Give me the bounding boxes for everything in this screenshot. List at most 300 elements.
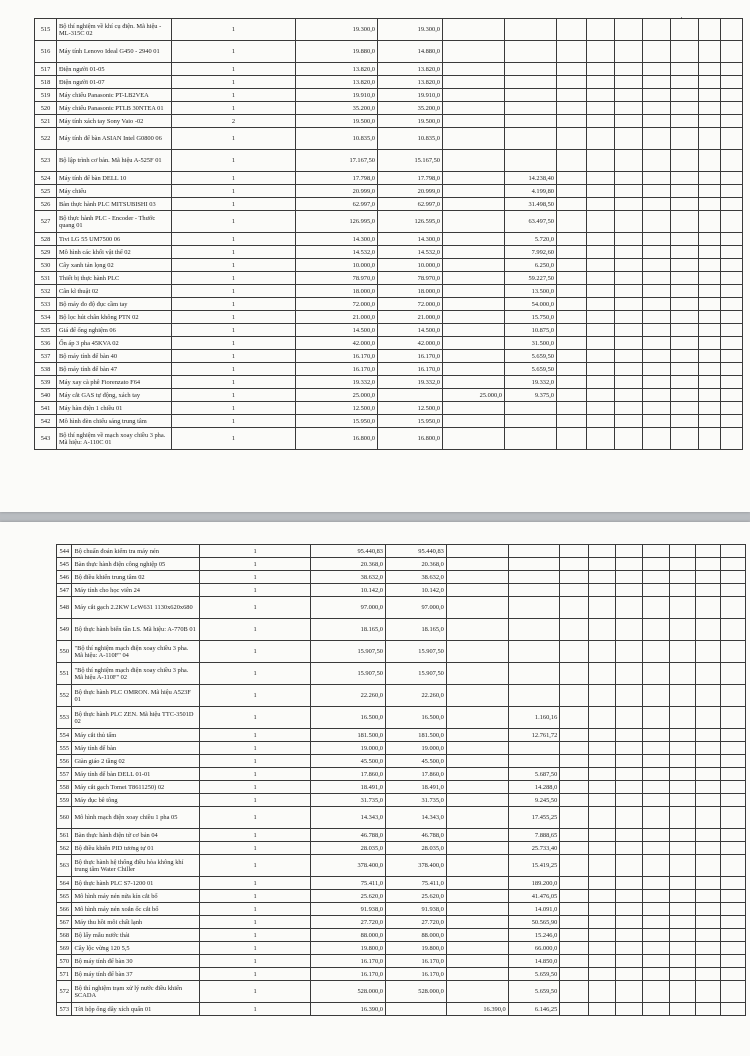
empty-cell xyxy=(642,794,669,807)
value-source-2-cell xyxy=(443,89,505,102)
row-number-cell: 554 xyxy=(57,729,72,742)
empty-cell xyxy=(615,389,643,402)
row-number-cell: 550 xyxy=(57,641,72,663)
empty-cell xyxy=(615,890,642,903)
empty-cell xyxy=(557,185,587,198)
original-value-cell: 16.390,0 xyxy=(310,1003,385,1016)
table-row xyxy=(57,685,746,707)
empty-cell xyxy=(589,890,616,903)
empty-cell xyxy=(642,768,669,781)
value-source-1-cell: 15.907,50 xyxy=(386,641,447,663)
value-source-1-cell: 91.938,0 xyxy=(386,903,447,916)
empty-cell xyxy=(560,903,589,916)
asset-name-cell: Bộ lấy mẫu nước thải xyxy=(72,929,200,942)
empty-cell xyxy=(721,571,746,584)
value-source-2-cell xyxy=(443,41,505,63)
row-number-cell: 539 xyxy=(35,376,57,389)
empty-cell xyxy=(643,350,671,363)
asset-name-cell: Máy chiếu xyxy=(57,185,172,198)
value-source-2-cell xyxy=(446,842,508,855)
remaining-value-cell: 66.000,0 xyxy=(508,942,560,955)
empty-cell xyxy=(671,376,699,389)
empty-cell xyxy=(615,584,642,597)
empty-cell xyxy=(615,298,643,311)
empty-cell xyxy=(669,545,696,558)
empty-cell xyxy=(696,968,721,981)
table-row xyxy=(57,571,746,584)
value-source-1-cell: 19.800,0 xyxy=(386,942,447,955)
row-number-cell: 543 xyxy=(35,428,57,450)
row-number-cell: 557 xyxy=(57,768,72,781)
empty-cell xyxy=(721,41,743,63)
empty-cell xyxy=(699,272,721,285)
empty-cell xyxy=(671,259,699,272)
empty-cell xyxy=(560,781,589,794)
empty-cell xyxy=(560,807,589,829)
asset-name-cell: Máy xay cà phê Fiorenzato F64 xyxy=(57,376,172,389)
value-source-2-cell xyxy=(446,558,508,571)
remaining-value-cell xyxy=(508,742,560,755)
value-source-2-cell xyxy=(446,916,508,929)
row-number-cell: 517 xyxy=(35,63,57,76)
empty-cell xyxy=(671,128,699,150)
empty-cell xyxy=(721,855,746,877)
empty-cell xyxy=(615,942,642,955)
empty-cell xyxy=(696,768,721,781)
value-source-1-cell: 16.170,0 xyxy=(386,968,447,981)
empty-cell xyxy=(560,877,589,890)
asset-name-cell: Tivi LG 55 UM7500 06 xyxy=(57,233,172,246)
empty-cell xyxy=(615,115,643,128)
value-source-1-cell: 19.332,0 xyxy=(378,376,443,389)
quantity-cell: 1 xyxy=(200,742,310,755)
row-number-cell: 525 xyxy=(35,185,57,198)
remaining-value-cell xyxy=(505,19,557,41)
table-row xyxy=(35,376,743,389)
empty-cell xyxy=(643,285,671,298)
quantity-cell: 1 xyxy=(200,641,310,663)
value-source-2-cell xyxy=(446,584,508,597)
empty-cell xyxy=(557,389,587,402)
empty-cell xyxy=(721,350,743,363)
empty-cell xyxy=(615,955,642,968)
quantity-cell: 1 xyxy=(200,903,310,916)
remaining-value-cell: 12.761,72 xyxy=(508,729,560,742)
empty-cell xyxy=(721,389,743,402)
empty-cell xyxy=(696,685,721,707)
asset-name-cell: Máy chiếu Panasonic PTLB 30NTEA 01 xyxy=(57,102,172,115)
row-number-cell: 564 xyxy=(57,877,72,890)
empty-cell xyxy=(696,597,721,619)
empty-cell xyxy=(589,1003,616,1016)
asset-name-cell: Bộ máy tính để bàn 40 xyxy=(57,350,172,363)
empty-cell xyxy=(669,584,696,597)
remaining-value-cell xyxy=(505,102,557,115)
table-row xyxy=(35,415,743,428)
original-value-cell: 528.000,0 xyxy=(310,981,385,1003)
empty-cell xyxy=(721,903,746,916)
original-value-cell: 16.800,0 xyxy=(296,428,378,450)
empty-cell xyxy=(669,955,696,968)
value-source-1-cell: 78.970,0 xyxy=(378,272,443,285)
original-value-cell: 16.170,0 xyxy=(310,955,385,968)
original-value-cell: 19.800,0 xyxy=(310,942,385,955)
value-source-1-cell: 22.260,0 xyxy=(386,685,447,707)
asset-table-page-1 xyxy=(34,18,743,450)
empty-cell xyxy=(557,402,587,415)
empty-cell xyxy=(560,685,589,707)
remaining-value-cell: 14.850,0 xyxy=(508,955,560,968)
empty-cell xyxy=(699,185,721,198)
remaining-value-cell: 15.750,0 xyxy=(505,311,557,324)
row-number-cell: 527 xyxy=(35,211,57,233)
value-source-1-cell: 31.735,0 xyxy=(386,794,447,807)
empty-cell xyxy=(615,742,642,755)
remaining-value-cell xyxy=(508,755,560,768)
empty-cell xyxy=(587,172,615,185)
original-value-cell: 15.950,0 xyxy=(296,415,378,428)
remaining-value-cell: 5.659,50 xyxy=(505,350,557,363)
empty-cell xyxy=(615,877,642,890)
original-value-cell: 25.620,0 xyxy=(310,890,385,903)
empty-cell xyxy=(589,584,616,597)
original-value-cell: 10.142,0 xyxy=(310,584,385,597)
empty-cell xyxy=(671,350,699,363)
original-value-cell: 20.999,0 xyxy=(296,185,378,198)
table-row xyxy=(35,76,743,89)
empty-cell xyxy=(721,324,743,337)
empty-cell xyxy=(671,233,699,246)
value-source-1-cell: 28.035,0 xyxy=(386,842,447,855)
asset-name-cell: Điện người 01-07 xyxy=(57,76,172,89)
remaining-value-cell xyxy=(508,663,560,685)
empty-cell xyxy=(642,1003,669,1016)
table-row xyxy=(57,903,746,916)
empty-cell xyxy=(615,663,642,685)
empty-cell xyxy=(589,707,616,729)
empty-cell xyxy=(560,597,589,619)
row-number-cell: 529 xyxy=(35,246,57,259)
asset-name-cell: Bộ máy tính để bàn 30 xyxy=(72,955,200,968)
row-number-cell: 547 xyxy=(57,584,72,597)
empty-cell xyxy=(589,619,616,641)
row-number-cell: 548 xyxy=(57,597,72,619)
table-row xyxy=(35,298,743,311)
value-source-1-cell: 46.788,0 xyxy=(386,829,447,842)
table-row xyxy=(57,663,746,685)
quantity-cell: 1 xyxy=(172,150,296,172)
empty-cell xyxy=(642,584,669,597)
empty-cell xyxy=(589,597,616,619)
value-source-2-cell xyxy=(446,829,508,842)
remaining-value-cell: 10.875,0 xyxy=(505,324,557,337)
table-row xyxy=(35,172,743,185)
empty-cell xyxy=(721,545,746,558)
empty-cell xyxy=(557,102,587,115)
empty-cell xyxy=(696,942,721,955)
quantity-cell: 1 xyxy=(200,942,310,955)
empty-cell xyxy=(642,842,669,855)
empty-cell xyxy=(643,128,671,150)
original-value-cell: 378.400,0 xyxy=(310,855,385,877)
empty-cell xyxy=(671,402,699,415)
asset-name-cell: Bộ chuẩn đoán kiểm tra máy nén xyxy=(72,545,200,558)
value-source-2-cell xyxy=(446,877,508,890)
value-source-2-cell xyxy=(443,428,505,450)
value-source-1-cell: 35.200,0 xyxy=(378,102,443,115)
empty-cell xyxy=(696,981,721,1003)
table-row xyxy=(35,185,743,198)
empty-cell xyxy=(615,981,642,1003)
original-value-cell: 95.440,83 xyxy=(310,545,385,558)
empty-cell xyxy=(669,855,696,877)
quantity-cell: 1 xyxy=(200,685,310,707)
table-row xyxy=(57,584,746,597)
original-value-cell: 19.880,0 xyxy=(296,41,378,63)
row-number-cell: 567 xyxy=(57,916,72,929)
empty-cell xyxy=(615,63,643,76)
empty-cell xyxy=(696,545,721,558)
value-source-1-cell: 19.500,0 xyxy=(378,115,443,128)
empty-cell xyxy=(721,198,743,211)
empty-cell xyxy=(643,233,671,246)
empty-cell xyxy=(587,150,615,172)
table-row xyxy=(35,285,743,298)
value-source-2-cell xyxy=(446,768,508,781)
empty-cell xyxy=(699,311,721,324)
empty-cell xyxy=(696,890,721,903)
empty-cell xyxy=(557,233,587,246)
empty-cell xyxy=(696,794,721,807)
quantity-cell: 1 xyxy=(200,968,310,981)
row-number-cell: 524 xyxy=(35,172,57,185)
quantity-cell: 1 xyxy=(172,41,296,63)
empty-cell xyxy=(721,285,743,298)
original-value-cell: 13.820,0 xyxy=(296,76,378,89)
asset-name-cell: "Bộ thí nghiệm mạch điện xoay chiều 3 pha. Mã hiệu A-110F" 02 xyxy=(72,663,200,685)
quantity-cell: 1 xyxy=(200,729,310,742)
empty-cell xyxy=(696,707,721,729)
value-source-1-cell: 38.632,0 xyxy=(386,571,447,584)
remaining-value-cell: 17.455,25 xyxy=(508,807,560,829)
asset-name-cell: Tời hộp ống dây xích quấn 01 xyxy=(72,1003,200,1016)
value-source-1-cell: 21.000,0 xyxy=(378,311,443,324)
empty-cell xyxy=(669,755,696,768)
quantity-cell: 1 xyxy=(200,807,310,829)
empty-cell xyxy=(643,402,671,415)
remaining-value-cell xyxy=(508,545,560,558)
value-source-1-cell: 19.000,0 xyxy=(386,742,447,755)
empty-cell xyxy=(615,259,643,272)
value-source-1-cell: 15.907,50 xyxy=(386,663,447,685)
empty-cell xyxy=(721,311,743,324)
table-row xyxy=(35,350,743,363)
empty-cell xyxy=(615,781,642,794)
table-row xyxy=(35,233,743,246)
remaining-value-cell: 5.687,50 xyxy=(508,768,560,781)
row-number-cell: 523 xyxy=(35,150,57,172)
quantity-cell: 1 xyxy=(172,89,296,102)
empty-cell xyxy=(642,968,669,981)
empty-cell xyxy=(669,890,696,903)
row-number-cell: 544 xyxy=(57,545,72,558)
row-number-cell: 541 xyxy=(35,402,57,415)
original-value-cell: 91.938,0 xyxy=(310,903,385,916)
remaining-value-cell xyxy=(508,619,560,641)
empty-cell xyxy=(615,211,643,233)
empty-cell xyxy=(671,76,699,89)
empty-cell xyxy=(615,545,642,558)
quantity-cell: 1 xyxy=(200,597,310,619)
value-source-1-cell: 75.411,0 xyxy=(386,877,447,890)
empty-cell xyxy=(560,707,589,729)
original-value-cell: 18.000,0 xyxy=(296,285,378,298)
row-number-cell: 536 xyxy=(35,337,57,350)
row-number-cell: 531 xyxy=(35,272,57,285)
asset-name-cell: Cây xanh tản lọng 02 xyxy=(57,259,172,272)
asset-name-cell: "Bộ thí nghiệm mạch điện xoay chiều 3 pha. Mã hiệu: A-110F" 04 xyxy=(72,641,200,663)
remaining-value-cell: 7.992,60 xyxy=(505,246,557,259)
empty-cell xyxy=(615,246,643,259)
quantity-cell: 1 xyxy=(172,259,296,272)
original-value-cell: 19.000,0 xyxy=(310,742,385,755)
empty-cell xyxy=(589,742,616,755)
row-number-cell: 549 xyxy=(57,619,72,641)
quantity-cell: 1 xyxy=(172,272,296,285)
table-row xyxy=(35,402,743,415)
table-row xyxy=(57,916,746,929)
empty-cell xyxy=(671,102,699,115)
original-value-cell: 42.000,0 xyxy=(296,337,378,350)
empty-cell xyxy=(669,619,696,641)
asset-name-cell: Bộ máy tính để bàn 37 xyxy=(72,968,200,981)
empty-cell xyxy=(696,929,721,942)
empty-cell xyxy=(699,415,721,428)
empty-cell xyxy=(615,337,643,350)
table-row xyxy=(57,929,746,942)
empty-cell xyxy=(587,272,615,285)
row-number-cell: 538 xyxy=(35,363,57,376)
empty-cell xyxy=(560,619,589,641)
remaining-value-cell: 4.199,80 xyxy=(505,185,557,198)
row-number-cell: 528 xyxy=(35,233,57,246)
remaining-value-cell: 5.659,50 xyxy=(508,968,560,981)
value-source-2-cell xyxy=(446,781,508,794)
asset-name-cell: Máy tính xách tay Sony Vaio -02 xyxy=(57,115,172,128)
value-source-2-cell xyxy=(443,76,505,89)
quantity-cell: 1 xyxy=(172,350,296,363)
asset-name-cell: Máy hàn điện 1 chiều 01 xyxy=(57,402,172,415)
original-value-cell: 46.788,0 xyxy=(310,829,385,842)
table-row xyxy=(57,890,746,903)
table-row xyxy=(57,794,746,807)
original-value-cell: 35.200,0 xyxy=(296,102,378,115)
value-source-1-cell: 16.170,0 xyxy=(386,955,447,968)
empty-cell xyxy=(643,337,671,350)
original-value-cell: 19.332,0 xyxy=(296,376,378,389)
remaining-value-cell xyxy=(505,428,557,450)
remaining-value-cell: 31.498,50 xyxy=(505,198,557,211)
asset-name-cell: Bộ thực hành PLC - Encoder - Thước quang 01 xyxy=(57,211,172,233)
asset-name-cell: Bộ máy tính để bàn 47 xyxy=(57,363,172,376)
value-source-1-cell: 15.167,50 xyxy=(378,150,443,172)
pen-mark: · xyxy=(680,13,683,23)
empty-cell xyxy=(642,663,669,685)
row-number-cell: 520 xyxy=(35,102,57,115)
empty-cell xyxy=(721,877,746,890)
empty-cell xyxy=(587,19,615,41)
quantity-cell: 1 xyxy=(172,298,296,311)
empty-cell xyxy=(560,768,589,781)
quantity-cell: 1 xyxy=(172,428,296,450)
row-number-cell: 556 xyxy=(57,755,72,768)
empty-cell xyxy=(721,890,746,903)
row-number-cell: 552 xyxy=(57,685,72,707)
empty-cell xyxy=(560,929,589,942)
table-row xyxy=(57,781,746,794)
value-source-1-cell: 12.500,0 xyxy=(378,402,443,415)
empty-cell xyxy=(589,955,616,968)
value-source-2-cell xyxy=(446,855,508,877)
table-row xyxy=(35,324,743,337)
value-source-1-cell: 95.440,83 xyxy=(386,545,447,558)
empty-cell xyxy=(587,376,615,389)
empty-cell xyxy=(643,298,671,311)
table-row xyxy=(57,829,746,842)
asset-name-cell: Mô hình các khối vật thể 02 xyxy=(57,246,172,259)
empty-cell xyxy=(699,128,721,150)
empty-cell xyxy=(615,89,643,102)
document-page-2 xyxy=(0,522,750,1056)
empty-cell xyxy=(642,903,669,916)
row-number-cell: 553 xyxy=(57,707,72,729)
empty-cell xyxy=(589,641,616,663)
quantity-cell: 1 xyxy=(200,929,310,942)
asset-name-cell: Giàn giáo 2 tầng 02 xyxy=(72,755,200,768)
asset-name-cell: Bộ điều khiển trung tâm 02 xyxy=(72,571,200,584)
row-number-cell: 545 xyxy=(57,558,72,571)
value-source-1-cell: 25.620,0 xyxy=(386,890,447,903)
empty-cell xyxy=(696,877,721,890)
value-source-2-cell xyxy=(446,571,508,584)
value-source-1-cell xyxy=(386,1003,447,1016)
value-source-1-cell: 42.000,0 xyxy=(378,337,443,350)
empty-cell xyxy=(560,571,589,584)
empty-cell xyxy=(696,584,721,597)
empty-cell xyxy=(669,685,696,707)
table-row xyxy=(35,128,743,150)
asset-name-cell: Mô hình máy nén xoắn ốc cắt bổ xyxy=(72,903,200,916)
empty-cell xyxy=(615,729,642,742)
empty-cell xyxy=(615,842,642,855)
original-value-cell: 62.997,0 xyxy=(296,198,378,211)
empty-cell xyxy=(721,19,743,41)
table-row xyxy=(57,729,746,742)
empty-cell xyxy=(696,903,721,916)
empty-cell xyxy=(589,768,616,781)
value-source-1-cell: 20.368,0 xyxy=(386,558,447,571)
empty-cell xyxy=(643,76,671,89)
empty-cell xyxy=(721,729,746,742)
original-value-cell: 181.500,0 xyxy=(310,729,385,742)
empty-cell xyxy=(671,363,699,376)
value-source-2-cell xyxy=(446,685,508,707)
empty-cell xyxy=(587,89,615,102)
value-source-2-cell xyxy=(443,198,505,211)
asset-name-cell: Cân kĩ thuật 02 xyxy=(57,285,172,298)
empty-cell xyxy=(642,855,669,877)
table-row xyxy=(35,102,743,115)
